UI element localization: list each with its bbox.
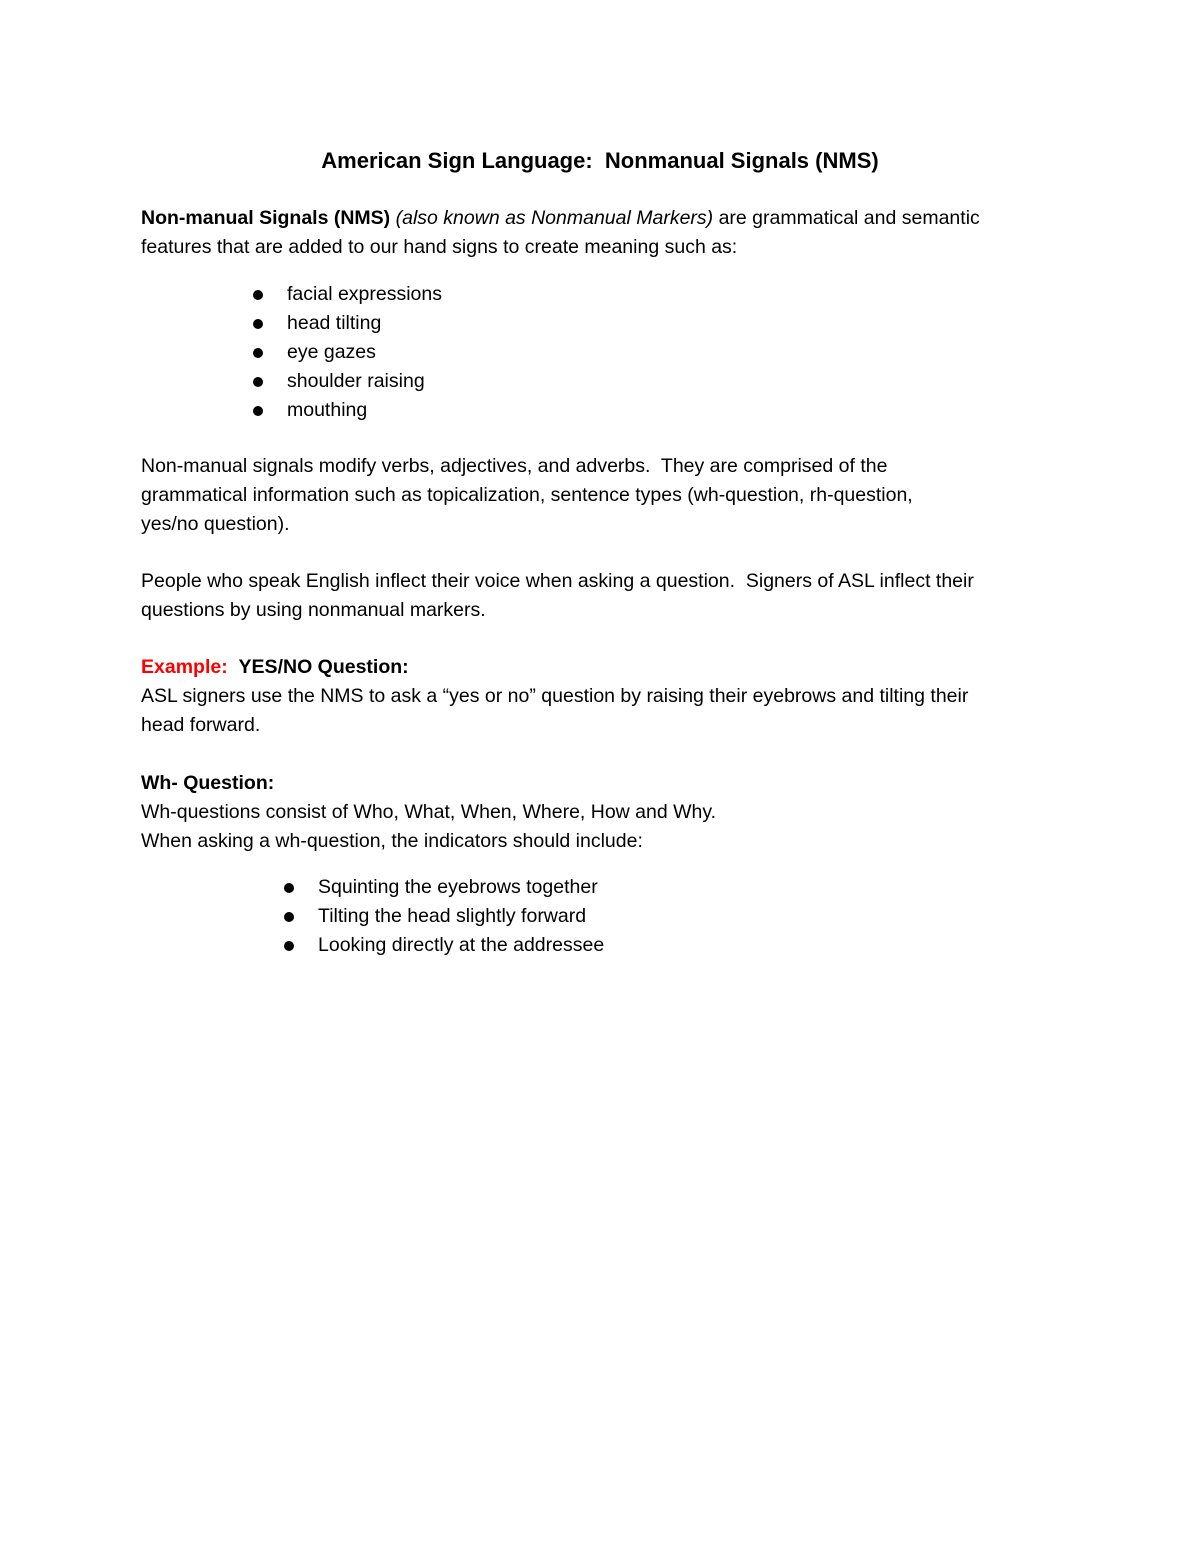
- indicators-list: [318, 873, 604, 960]
- wh-heading: Wh- Question:: [141, 772, 275, 794]
- intro-line-2: features that are added to our hand signs to create meaning such as:: [141, 236, 738, 258]
- example-heading-line: [141, 653, 1061, 682]
- intro-paragraph: [141, 204, 1061, 262]
- list-item: [287, 367, 442, 396]
- list-item: [287, 309, 442, 338]
- features-list: [287, 280, 442, 425]
- list-item: [318, 873, 604, 902]
- intro-term: Non-manual Signals (NMS): [141, 207, 391, 229]
- example-heading: YES/NO Question:: [238, 656, 409, 678]
- bullet-icon: [284, 912, 294, 922]
- example-line-2: head forward.: [141, 714, 261, 736]
- bullet-icon: [284, 883, 294, 893]
- bullet-icon: [253, 377, 263, 387]
- list-item-text: eye gazes: [287, 341, 376, 363]
- list-item-text: facial expressions: [287, 283, 442, 305]
- modify-line-1: Non-manual signals modify verbs, adjectives, and adverbs. They are comprised of the: [141, 455, 888, 477]
- list-item-text: Tilting the head slightly forward: [318, 905, 587, 927]
- list-item: [287, 280, 442, 309]
- modify-line-3: yes/no question).: [141, 513, 290, 535]
- intro-aside: (also known as Nonmanual Markers): [395, 207, 714, 229]
- list-item: [318, 902, 604, 931]
- intro-line-1-rest: are grammatical and semantic: [718, 207, 980, 229]
- bullet-icon: [253, 348, 263, 358]
- bullet-icon: [284, 941, 294, 951]
- list-item-text: head tilting: [287, 312, 382, 334]
- page-title: American Sign Language: Nonmanual Signals (NMS): [321, 148, 879, 173]
- list-item-text: Squinting the eyebrows together: [318, 876, 598, 898]
- bullet-icon: [253, 319, 263, 329]
- list-item: [318, 931, 604, 960]
- modify-line-2: grammatical information such as topicalization, sentence types (wh-question, rh-question,: [141, 484, 913, 506]
- example-label: Example:: [141, 656, 228, 678]
- list-item: [287, 338, 442, 367]
- example-line-1: ASL signers use the NMS to ask a “yes or no” question by raising their eyebrows and tilting their: [141, 685, 969, 707]
- modify-paragraph: [141, 452, 1061, 539]
- bullet-icon: [253, 406, 263, 416]
- inflect-line-2: questions by using nonmanual markers.: [141, 599, 486, 621]
- example-section: [141, 653, 1061, 740]
- bullet-icon: [253, 290, 263, 300]
- list-item-text: Looking directly at the addressee: [318, 934, 605, 956]
- wh-section: [141, 769, 1061, 856]
- list-item-text: shoulder raising: [287, 370, 425, 392]
- intro-line-1: [141, 204, 1061, 233]
- inflect-line-1: People who speak English inflect their voice when asking a question. Signers of ASL inflect their: [141, 570, 974, 592]
- wh-line-1: Wh-questions consist of Who, What, When, Where, How and Why.: [141, 801, 717, 823]
- list-item: [287, 396, 442, 425]
- inflect-paragraph: [141, 567, 1061, 625]
- wh-line-2: When asking a wh-question, the indicators should include:: [141, 830, 643, 852]
- list-item-text: mouthing: [287, 399, 368, 421]
